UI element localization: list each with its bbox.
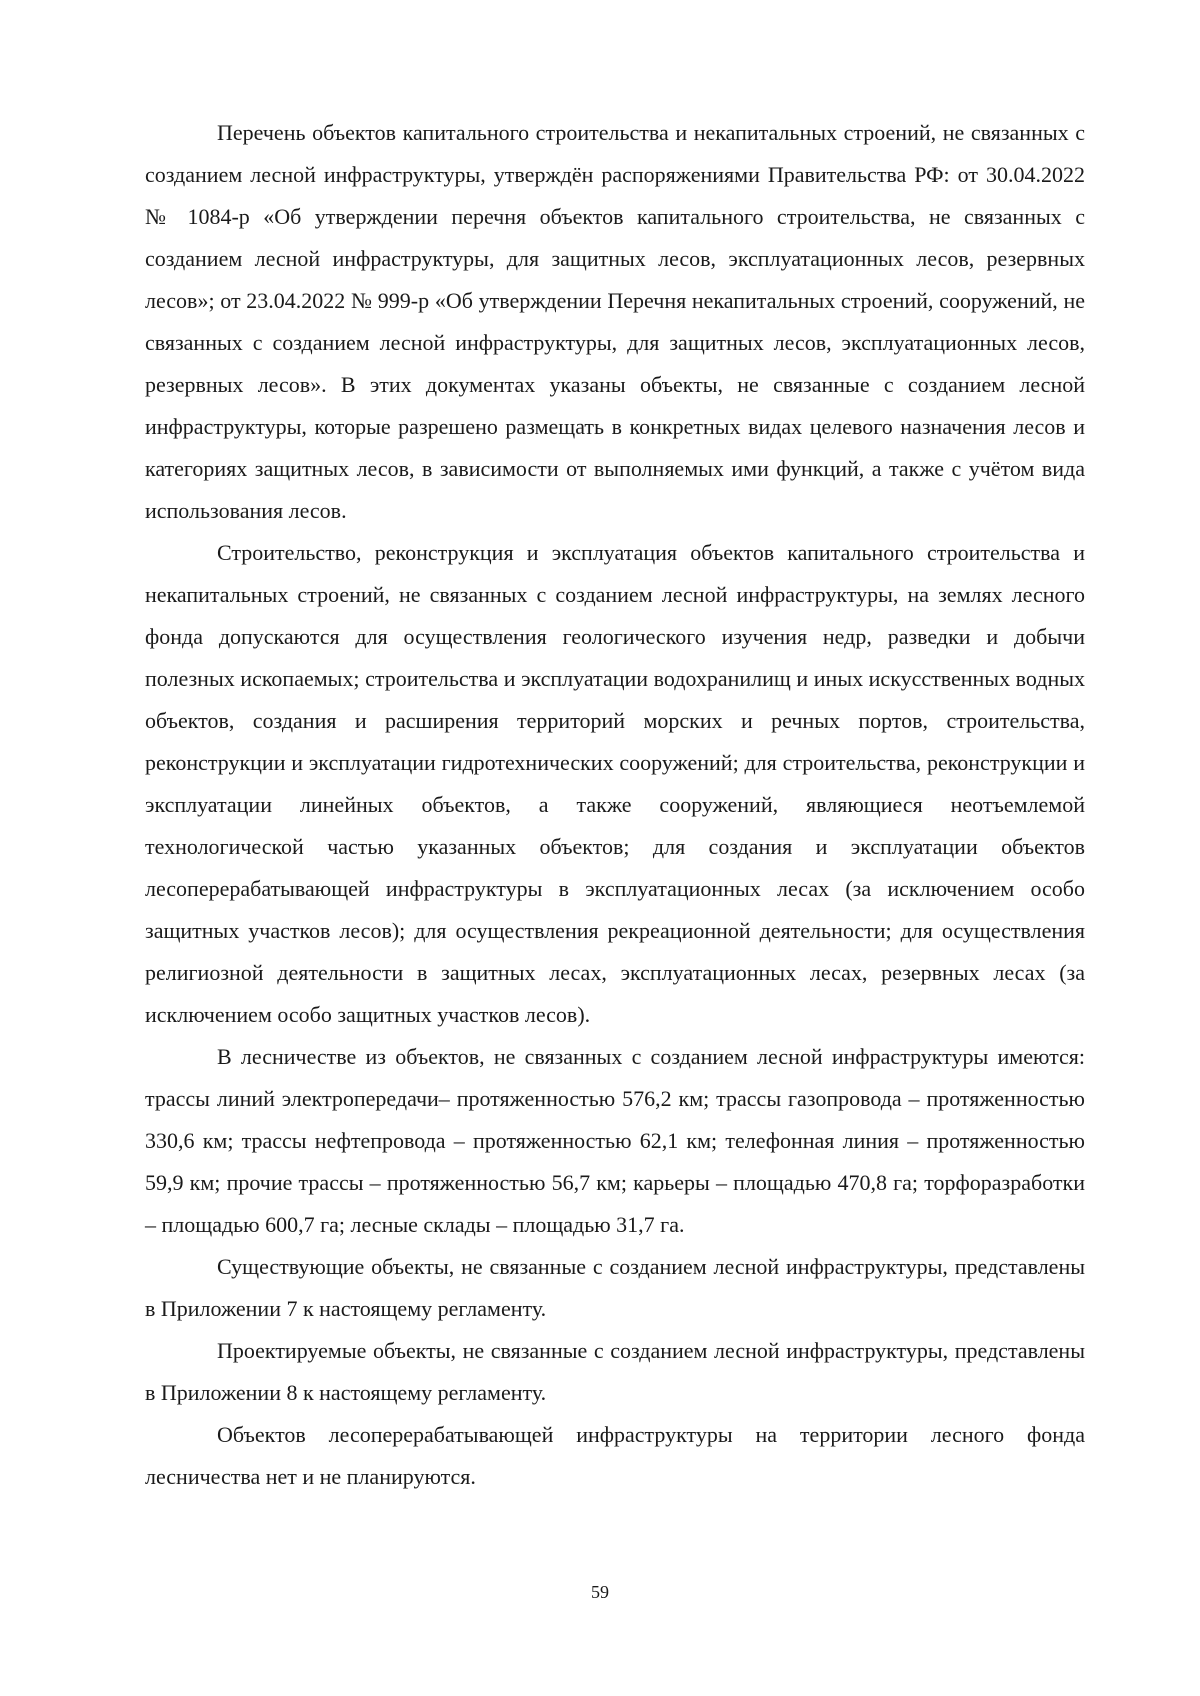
page-number: 59 bbox=[591, 1582, 609, 1602]
paragraph-processing-infrastructure: Объектов лесоперерабатывающей инфраструктуры на территории лесного фонда лесничества нет и не планируются. bbox=[145, 1422, 1085, 1489]
paragraph-existing-objects-lengths: В лесничестве из объектов, не связанных с созданием лесной инфраструктуры имеются: трассы линий электропередачи– протяженностью 576,2 км; трассы газопровода – протяженностью 330,6 км; трассы нефтепровода – протяженностью 62,1 км; телефонная линия – протяженностью 59,9 км; прочие трассы – протяженностью 56,7 км; карьеры – площадью 470,8 га; торфоразработки – площадью 600,7 га; лесные склады – площадью 31,7 га. bbox=[145, 1044, 1085, 1237]
paragraph-construction-permissions: Строительство, реконструкция и эксплуатация объектов капитального строительства и некапитальных строений, не связанных с созданием лесной инфраструктуры, на землях лесного фонда допускаются для осуществления геологического изучения недр, разведки и добычи полезных ископаемых; строительства и эксплуатации водохранилищ и иных искусственных водных объектов, создания и расширения территорий морских и речных портов, строительства, реконструкции и эксплуатации гидротехнических сооружений; для строительства, реконструкции и эксплуатации линейных объектов, а также сооружений, являющиеся неотъемлемой технологической частью указанных объектов; для создания и эксплуатации объектов лесоперерабатывающей инфраструктуры в эксплуатационных лесах (за исключением особо защитных участков лесов); для осуществления рекреационной деятельности; для осуществления религиозной деятельности в защитных лесах, эксплуатационных лесах, резервных лесах (за исключением особо защитных участков лесов). bbox=[145, 540, 1085, 1027]
paragraph-appendix-7-reference: Существующие объекты, не связанные с созданием лесной инфраструктуры, представлены в Приложении 7 к настоящему регламенту. bbox=[145, 1254, 1085, 1321]
document-page bbox=[145, 112, 1085, 1498]
paragraph-appendix-8-reference: Проектируемые объекты, не связанные с созданием лесной инфраструктуры, представлены в Приложении 8 к настоящему регламенту. bbox=[145, 1338, 1085, 1405]
paragraph-forest-infrastructure-list: Перечень объектов капитального строительства и некапитальных строений, не связанных с созданием лесной инфраструктуры, утверждён распоряжениями Правительства РФ: от 30.04.2022 № 1084-р «Об утверждении перечня объектов капитального строительства, не связанных с созданием лесной инфраструктуры, для защитных лесов, эксплуатационных лесов, резервных лесов»; от 23.04.2022 № 999-р «Об утверждении Перечня некапитальных строений, сооружений, не связанных с созданием лесной инфраструктуры, для защитных лесов, эксплуатационных лесов, резервных лесов». В этих документах указаны объекты, не связанные с созданием лесной инфраструктуры, которые разрешено размещать в конкретных видах целевого назначения лесов и категориях защитных лесов, в зависимости от выполняемых ими функций, а также с учётом вида использования лесов. bbox=[145, 120, 1085, 523]
